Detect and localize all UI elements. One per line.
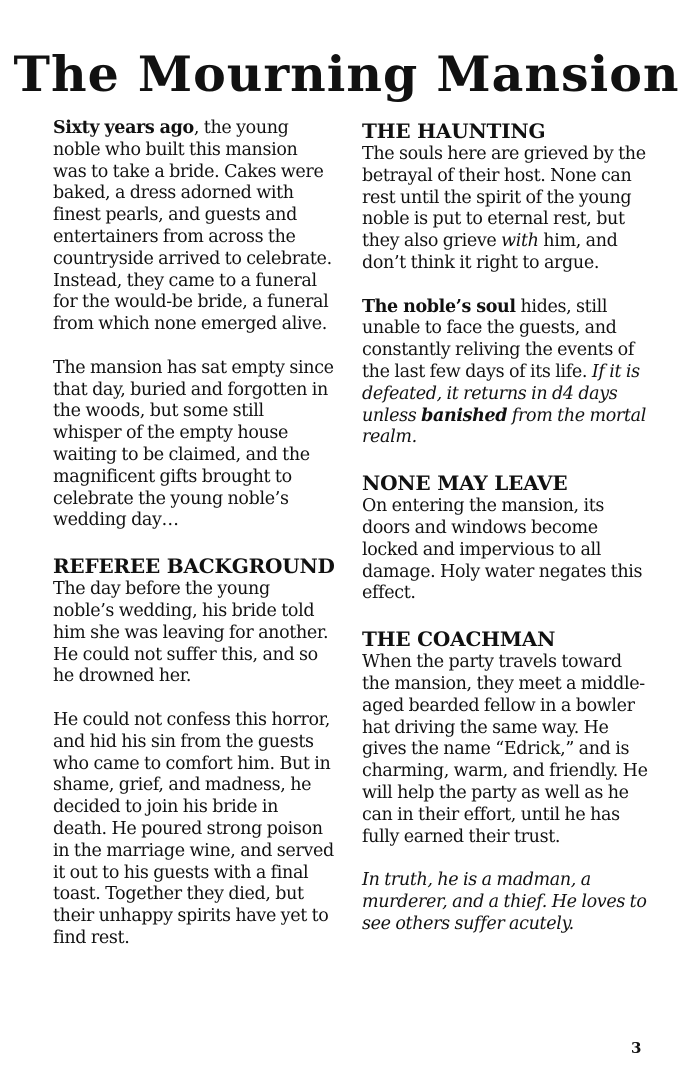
- noble-soul-paragraph: [362, 297, 652, 450]
- haunting-heading: THE HAUNTING: [362, 119, 546, 143]
- coachman-truth-paragraph: [362, 870, 652, 935]
- coachman-truth-text: In truth, he is a madman, a murderer, and a thief. He loves to see others suffer acutely.: [362, 870, 647, 934]
- intro-lead: Sixty years ago: [53, 118, 194, 138]
- page-number: 3: [631, 1039, 642, 1057]
- mansion-paragraph: The mansion has sat empty since that day, buried and forgotten in the woods, but some still whisper of the empty house waiting to be claimed, and the magnificent gifts brought to celebrate the young noble’s wedding day…: [53, 357, 334, 531]
- page-title: The Mourning Mansion: [13, 45, 680, 103]
- rule-text-a: If it is defeated, it returns in d4 days unless: [362, 361, 640, 426]
- referee-background-heading: REFEREE BACKGROUND: [53, 554, 335, 579]
- haunting-text-b: him, and don’t think it right to argue.: [362, 231, 618, 273]
- coachman-paragraph: When the party travels toward the mansion, they meet a middle-aged bearded fellow in a bowler hat driving the same way. He gives the name “Edrick,” and is charming, warm, and friendly. He will help the party as well as he can in their effort, until he has fully earned their trust.: [362, 652, 648, 847]
- rule-banished: banished: [421, 405, 508, 426]
- left-column: [53, 118, 335, 950]
- noble-soul-text: hides, still unable to face the guests, and constantly reliving the events of the last few days of its life.: [362, 296, 634, 382]
- rule-text-b: from the mortal realm.: [362, 405, 646, 448]
- wedding-paragraph: The day before the young noble’s wedding, his bride told him she was leaving for another. He could not suffer this, and so he drowned her.: [53, 579, 329, 687]
- coachman-heading: THE COACHMAN: [362, 627, 556, 652]
- haunting-paragraph: [362, 144, 652, 275]
- intro-text: , the young noble who built this mansion was to take a bride. Cakes were baked, a dress adorned with finest pearls, and guests and entertainers from across the countryside arrived to celebrate. Instead, they came to a funeral for the would-be bride, a funeral from which none emerged alive.: [53, 118, 332, 335]
- intro-paragraph: [53, 118, 335, 336]
- none-may-leave-paragraph: On entering the mansion, its doors and windows become locked and impervious to all damage. Holy water negates this effect.: [362, 496, 643, 604]
- noble-soul-lead: The noble’s soul: [362, 296, 516, 317]
- poison-paragraph: He could not confess this horror, and hid his sin from the guests who came to comfort him. But in shame, grief, and madness, he decided to join his bride in death. He poured strong poison in the marriage wine, and served it out to his guests with a final toast. Together they died, but their unhappy spirits have yet to find rest.: [53, 709, 334, 948]
- haunting-text-a: The souls here are grieved by the betrayal of their host. None can rest until the spirit of the young noble is put to eternal rest, but they also grieve: [362, 144, 646, 252]
- haunting-with: with: [501, 231, 539, 252]
- right-column: [362, 118, 652, 936]
- none-may-leave-heading: NONE MAY LEAVE: [362, 471, 568, 496]
